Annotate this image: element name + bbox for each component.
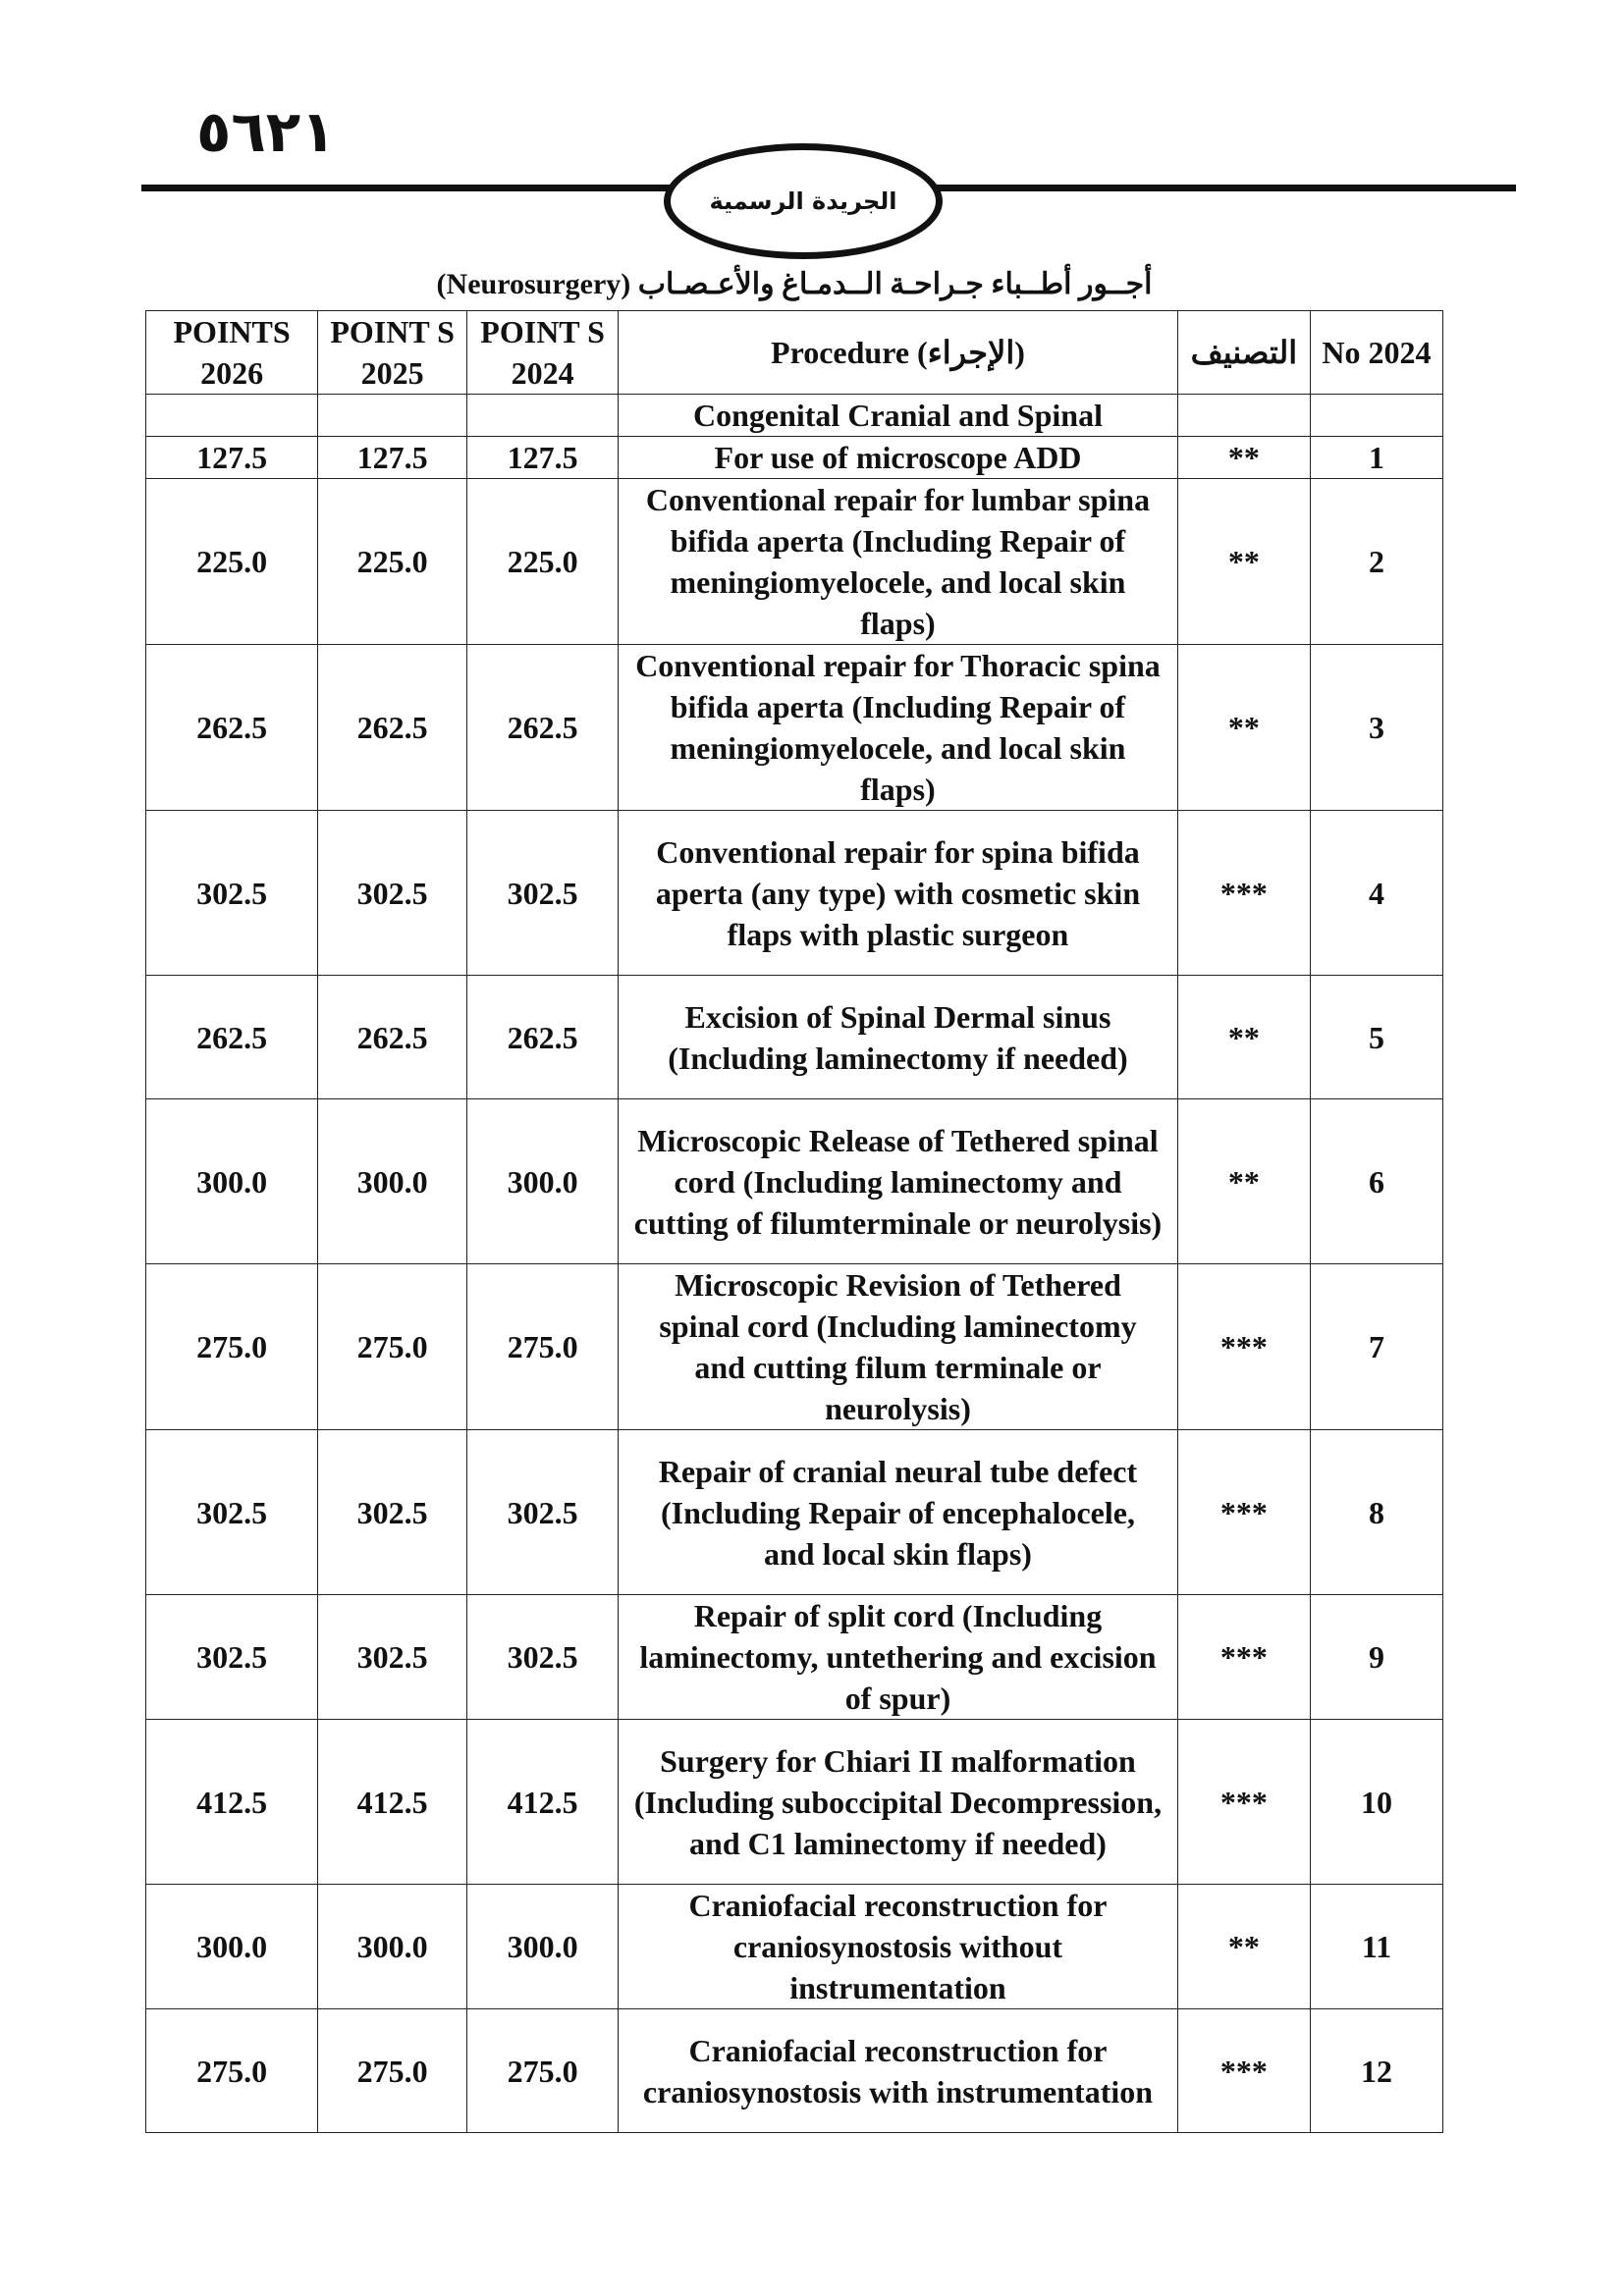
masthead-oval (664, 143, 943, 259)
points-2025-cell: 300.0 (318, 1099, 467, 1264)
points-2024-cell: 302.5 (467, 1595, 619, 1720)
classification-cell: *** (1177, 1430, 1310, 1595)
number-cell: 8 (1310, 1430, 1442, 1595)
points-2026-cell: 302.5 (146, 1430, 318, 1595)
col-points-2025: POINT S 2025 (318, 311, 467, 395)
classification-cell: ** (1177, 976, 1310, 1099)
points-2025-cell: 262.5 (318, 976, 467, 1099)
procedure-cell: Craniofacial reconstruction for craniosynostosis with instrumentation (619, 2009, 1178, 2133)
col-points-2024: POINT S 2024 (467, 311, 619, 395)
points-2024-cell: 225.0 (467, 479, 619, 645)
table-row (146, 976, 1443, 1099)
classification-cell: ** (1177, 437, 1310, 479)
procedure-cell: Surgery for Chiari II malformation (Including suboccipital Decompression, and C1 laminectomy if needed) (619, 1720, 1178, 1885)
points-2026-cell: 302.5 (146, 811, 318, 976)
table-row (146, 1430, 1443, 1595)
number-cell: 6 (1310, 1099, 1442, 1264)
points-2024-cell: 302.5 (467, 811, 619, 976)
points-2026-cell: 275.0 (146, 1264, 318, 1430)
points-2026-cell: 300.0 (146, 1099, 318, 1264)
number-cell: 5 (1310, 976, 1442, 1099)
classification-cell: ** (1177, 1885, 1310, 2009)
masthead-title: الجريدة الرسمية (709, 187, 897, 215)
header-row (146, 311, 1443, 395)
procedure-cell: For use of microscope ADD (619, 437, 1178, 479)
classification-cell: *** (1177, 1264, 1310, 1430)
points-2025-cell: 302.5 (318, 811, 467, 976)
points-2026-cell: 302.5 (146, 1595, 318, 1720)
col-points-2026: POINTS 2026 (146, 311, 318, 395)
procedure-cell: Craniofacial reconstruction for craniosynostosis without instrumentation (619, 1885, 1178, 2009)
table-row (146, 645, 1443, 811)
points-2024-cell: 412.5 (467, 1720, 619, 1885)
points-2025-cell: 127.5 (318, 437, 467, 479)
col-number: No 2024 (1310, 311, 1442, 395)
number-cell: 9 (1310, 1595, 1442, 1720)
number-cell: 11 (1310, 1885, 1442, 2009)
number-cell: 1 (1310, 437, 1442, 479)
procedure-cell: Repair of cranial neural tube defect (Including Repair of encephalocele, and local skin flaps) (619, 1430, 1178, 1595)
section-row (146, 395, 1443, 437)
points-2026-cell: 412.5 (146, 1720, 318, 1885)
table-title: أجــور أطــباء جـراحـة الــدمـاغ والأعـصـاب (Neurosurgery) (436, 268, 1153, 300)
points-2025-cell: 302.5 (318, 1430, 467, 1595)
points-2025-cell: 302.5 (318, 1595, 467, 1720)
number-cell: 2 (1310, 479, 1442, 645)
points-2026-cell: 127.5 (146, 437, 318, 479)
points-2024-cell: 262.5 (467, 976, 619, 1099)
points-2024-cell: 127.5 (467, 437, 619, 479)
procedure-cell: Repair of split cord (Including laminectomy, untethering and excision of spur) (619, 1595, 1178, 1720)
points-2025-cell: 300.0 (318, 1885, 467, 2009)
classification-cell: ** (1177, 479, 1310, 645)
table-row (146, 1885, 1443, 2009)
table-row (146, 1720, 1443, 1885)
points-2024-cell: 302.5 (467, 1430, 619, 1595)
classification-cell: *** (1177, 811, 1310, 976)
table-row (146, 479, 1443, 645)
points-2024-cell: 262.5 (467, 645, 619, 811)
points-2025-cell: 225.0 (318, 479, 467, 645)
procedure-cell: Microscopic Revision of Tethered spinal cord (Including laminectomy and cutting filum terminale or neurolysis) (619, 1264, 1178, 1430)
number-cell: 10 (1310, 1720, 1442, 1885)
col-procedure: Procedure (الإجراء) (619, 311, 1178, 395)
table-row (146, 811, 1443, 976)
points-2026-cell: 300.0 (146, 1885, 318, 2009)
points-2024-cell: 275.0 (467, 1264, 619, 1430)
classification-cell: ** (1177, 645, 1310, 811)
table-row (146, 2009, 1443, 2133)
fees-table (145, 310, 1443, 2133)
classification-cell: *** (1177, 1595, 1310, 1720)
procedure-cell: Microscopic Release of Tethered spinal cord (Including laminectomy and cutting of filumterminale or neurolysis) (619, 1099, 1178, 1264)
table-row (146, 1099, 1443, 1264)
points-2026-cell: 262.5 (146, 645, 318, 811)
number-cell: 12 (1310, 2009, 1442, 2133)
points-2024-cell: 300.0 (467, 1885, 619, 2009)
number-cell: 4 (1310, 811, 1442, 976)
procedure-cell: Excision of Spinal Dermal sinus (Including laminectomy if needed) (619, 976, 1178, 1099)
points-2024-cell: 300.0 (467, 1099, 619, 1264)
number-cell: 3 (1310, 645, 1442, 811)
points-2025-cell: 275.0 (318, 1264, 467, 1430)
table-row (146, 437, 1443, 479)
classification-cell: ** (1177, 1099, 1310, 1264)
section-title: Congenital Cranial and Spinal (619, 395, 1178, 437)
points-2025-cell: 412.5 (318, 1720, 467, 1885)
points-2026-cell: 262.5 (146, 976, 318, 1099)
procedure-cell: Conventional repair for spina bifida aperta (any type) with cosmetic skin flaps with plastic surgeon (619, 811, 1178, 976)
procedure-cell: Conventional repair for lumbar spina bifida aperta (Including Repair of meningiomyelocele, and local skin flaps) (619, 479, 1178, 645)
points-2025-cell: 262.5 (318, 645, 467, 811)
page-number: ٥٦٢١ (196, 98, 336, 165)
col-classification: التصنيف (1177, 311, 1310, 395)
classification-cell: *** (1177, 2009, 1310, 2133)
classification-cell: *** (1177, 1720, 1310, 1885)
number-cell: 7 (1310, 1264, 1442, 1430)
points-2026-cell: 275.0 (146, 2009, 318, 2133)
table-row (146, 1264, 1443, 1430)
procedure-cell: Conventional repair for Thoracic spina bifida aperta (Including Repair of meningiomyelocele, and local skin flaps) (619, 645, 1178, 811)
table-row (146, 1595, 1443, 1720)
points-2025-cell: 275.0 (318, 2009, 467, 2133)
points-2024-cell: 275.0 (467, 2009, 619, 2133)
points-2026-cell: 225.0 (146, 479, 318, 645)
